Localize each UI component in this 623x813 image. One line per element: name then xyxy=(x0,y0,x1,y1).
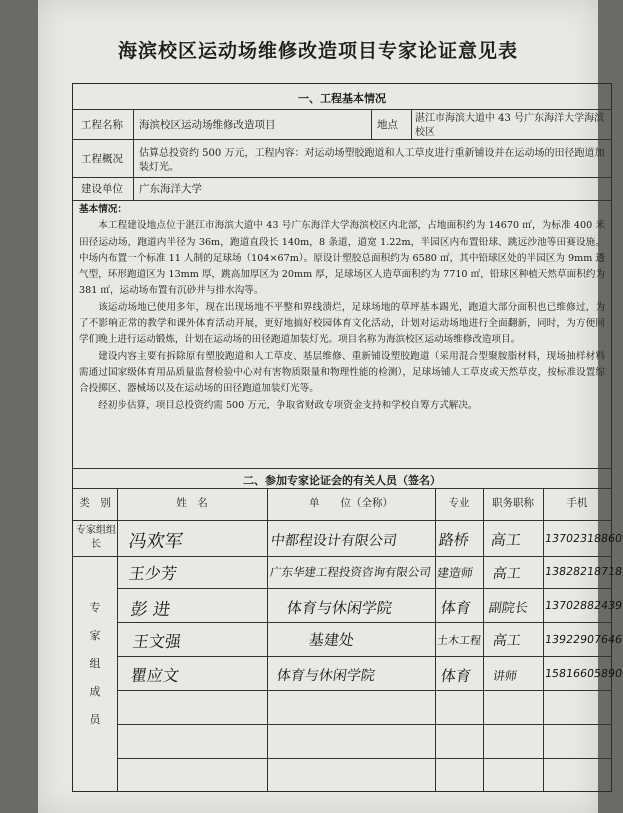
col-header-category: 类 别 xyxy=(79,497,111,509)
divider xyxy=(73,177,611,178)
divider xyxy=(133,109,134,200)
divider xyxy=(73,556,117,557)
project-name-value: 海滨校区运动场维修改造项目 xyxy=(139,119,276,131)
col-header-phone: 手机 xyxy=(566,497,588,509)
signature-name: 王文强 xyxy=(131,632,183,651)
divider xyxy=(117,556,611,557)
col-header-unit: 单 位（全称） xyxy=(309,497,393,509)
signature-phone: 15816605890 xyxy=(544,667,623,680)
signature-name: 王少芳 xyxy=(127,564,179,583)
signature-major: 土木工程 xyxy=(436,634,482,647)
divider xyxy=(267,488,268,791)
col-header-name: 姓 名 xyxy=(176,497,208,509)
signature-title: 高工 xyxy=(489,531,523,549)
group-leader-label: 专家组组长 xyxy=(76,525,116,550)
location-label: 地点 xyxy=(377,119,398,131)
divider xyxy=(117,690,611,691)
divider xyxy=(117,622,611,623)
signature-unit: 体育与休闲学院 xyxy=(275,668,376,684)
location-value: 湛江市海滨大道中 43 号广东海洋大学海滨校区 xyxy=(415,113,605,138)
signature-major: 体育 xyxy=(439,599,473,617)
divider xyxy=(483,488,484,791)
basic-situation-heading: 基本情况： xyxy=(79,204,127,215)
basic-situation xyxy=(79,202,605,414)
divider xyxy=(117,724,611,725)
divider xyxy=(73,200,611,201)
paragraph: 建设内容主要有拆除原有塑胶跑道和人工草皮、基层维修、重新铺设塑胶跑道（采用混合型聚胺脂材料，现场抽样材料需通过国家级体育用品质量监督检验中心对有害物质限量和物理性能的检测），足球场铺人工草皮或天然草皮，按标准设置综合投掷区、器械场以及在运动场的田径跑道加装灯光等。 xyxy=(79,350,605,395)
divider xyxy=(371,109,372,139)
col-header-title: 职务职称 xyxy=(492,497,534,509)
document-paper xyxy=(38,0,623,813)
signature-phone: 13922907646 xyxy=(544,633,623,646)
signature-major: 建造师 xyxy=(435,566,474,580)
signature-phone: 13702318860 xyxy=(544,532,623,545)
signature-title: 讲师 xyxy=(491,669,518,683)
section-1-heading: 一、工程基本情况 xyxy=(298,92,386,105)
signature-title: 高工 xyxy=(491,633,522,649)
overview-value: 估算总投资约 500 万元，工程内容：对运动场塑胶跑道和人工草皮进行重新铺设并在运动场的田径跑道加装灯光。 xyxy=(139,148,605,173)
signature-unit: 广东华建工程投资咨询有限公司 xyxy=(269,565,432,579)
paragraph: 该运动场地已使用多年，现在出现场地不平整和界线溃烂，足球场地的草坪基本踢光，跑道大部分面积也已维修过，为了不影响正常的教学和课外体育活动开展，更好地搞好校园体育文化活动，计划对运动场地进行全面翻新，同时，为方便同学们晚上进行运动锻炼，计划在运动场的田径跑道加装灯光。项目名称为海滨校区运动场维修改造项目。 xyxy=(79,301,605,346)
overview-label: 工程概况 xyxy=(81,153,123,165)
construction-unit-value: 广东海洋大学 xyxy=(139,183,202,195)
divider xyxy=(73,139,611,140)
signature-phone: 13828218718 xyxy=(544,565,623,578)
divider xyxy=(117,758,611,759)
section-2-heading: 二、参加专家论证会的有关人员（签名） xyxy=(243,474,441,487)
signature-unit: 中都程设计有限公司 xyxy=(269,533,398,549)
divider xyxy=(411,109,412,139)
signature-major: 体育 xyxy=(439,667,473,685)
signature-major: 路桥 xyxy=(437,531,471,549)
divider xyxy=(73,468,611,469)
paragraph: 经初步估算，项目总投资约需 500 万元，争取省财政专项资金支持和学校自筹方式解决。 xyxy=(98,399,478,411)
form-table xyxy=(72,83,623,792)
divider xyxy=(117,656,611,657)
divider xyxy=(73,520,611,521)
signature-name: 瞿应文 xyxy=(129,666,181,685)
divider xyxy=(117,588,611,589)
construction-unit-label: 建设单位 xyxy=(81,183,123,195)
signature-title: 高工 xyxy=(491,566,522,582)
divider xyxy=(73,488,611,489)
col-header-major: 专业 xyxy=(448,497,470,509)
project-name-label: 工程名称 xyxy=(81,119,123,131)
divider xyxy=(73,109,611,110)
members-label: 专 家 组 成 员 xyxy=(89,601,101,726)
document-title: 海滨校区运动场维修改造项目专家论证意见表 xyxy=(117,40,518,62)
divider xyxy=(435,488,436,791)
signature-unit: 体育与休闲学院 xyxy=(285,599,394,617)
divider xyxy=(543,488,544,791)
signature-name: 彭 进 xyxy=(129,600,172,620)
signature-title: 副院长 xyxy=(487,601,529,616)
signature-unit: 基建处 xyxy=(307,631,356,649)
signature-name: 冯欢军 xyxy=(127,531,185,552)
signature-phone: 13702882439 xyxy=(544,599,623,612)
paragraph: 本工程建设地点位于湛江市海滨大道中 43 号广东海洋大学海滨校区内北部，占地面积约为 14670 ㎡，为标准 400 米田径运动场，跑道内半径为 36m，跑道直段长 140m，8 条道，道宽 1.22m，半园区内布置铅球、跳远沙池等田赛设施。中场内布置一个标准 11 人制的足球场（104×67m）。原设计塑胶总面积约为 6580 ㎡，其中铅球区处的半园区为 9mm 透气型，环形跑道区为 13mm 厚，跳高加厚区为 20mm 厚，足球场区人造草面积约为 7710 ㎡，铅球区种植天然草面积约为 381 ㎡，运动场布置有沉砂井与排水沟等。 xyxy=(79,220,605,297)
divider xyxy=(117,488,118,791)
